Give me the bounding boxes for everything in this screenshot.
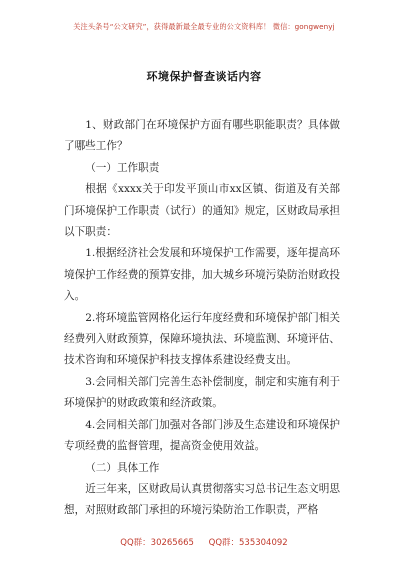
section-heading: （二）具体工作	[85, 461, 160, 474]
paragraph: 根据《xxxx关于印发平顶山市xx区镇、街道及有关部门环境保护工作职责（试行）的通知》规定，区财政局承担以下职责：	[64, 183, 340, 239]
paragraph: 近三年来，区财政局认真贯彻落实习总书记生态文明思想，对照财政部门承担的环境污染防治工作职责，严格	[64, 482, 340, 517]
document-title: 环境保护督查谈话内容	[146, 70, 262, 83]
header-notice: 关注头条号“公文研究”，获得最新最全最专业的公文资料库！ 微信：gongwenyj	[73, 22, 335, 31]
footer-qq-group-1: QQ群：30265665	[120, 538, 194, 548]
footer-qq-group-2: QQ群：535304092	[208, 538, 288, 548]
paragraph: 2.将环境监管网格化运行年度经费和环境保护部门相关经费列入财政预算，保障环境执法、环境监测、环境评估、技术咨询和环境保护科技支撑体系建设经费支出。	[64, 311, 340, 367]
section-heading: （一）工作职责	[85, 161, 160, 174]
paragraph: 1、财政部门在环境保护方面有哪些职能职责？具体做了哪些工作？	[64, 119, 340, 153]
paragraph: 4.会同相关部门加强对各部门涉及生态建设和环境保护专项经费的监督管理，提高资金使用效益。	[64, 418, 340, 453]
paragraph: 3.会同相关部门完善生态补偿制度，制定和实施有利于环境保护的财政政策和经济政策。	[64, 375, 340, 410]
footer	[0, 536, 408, 548]
header-banner	[0, 0, 408, 44]
document-body	[64, 115, 340, 522]
paragraph: 1.根据经济社会发展和环境保护工作需要，逐年提高环境保护工作经费的预算安排，加大城乡环境污染防治财政投入。	[64, 247, 340, 303]
